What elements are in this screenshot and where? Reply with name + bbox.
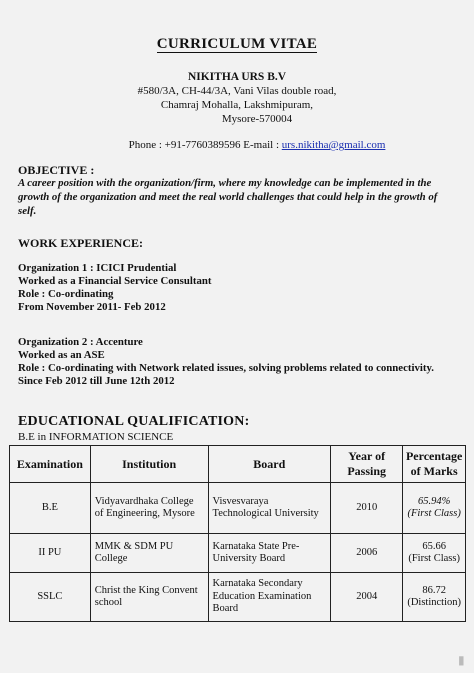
table-row xyxy=(10,573,466,622)
page-corner-icon: ▮ xyxy=(458,653,465,667)
cell-percentage-class: (First Class) xyxy=(407,508,461,519)
cell-percentage-value: 65.94% xyxy=(417,495,451,507)
address-line-3: Mysore-570004 xyxy=(221,113,293,125)
cell-percentage xyxy=(403,534,466,573)
address-line-1: #580/3A, CH-44/3A, Vani Vilas double road, xyxy=(137,85,337,97)
cell-exam: B.E xyxy=(10,483,91,534)
column-header-board: Board xyxy=(208,446,331,483)
work-entry-2-role: Role : Co-ordinating with Network related issues, solving problems related to connectivity. xyxy=(18,362,434,374)
work-entry-2 xyxy=(18,336,434,388)
column-header-examination: Examination xyxy=(10,446,91,483)
address-line-2: Chamraj Mohalla, Lakshmipuram, xyxy=(160,99,314,111)
work-entry-1-role: Role : Co-ordinating xyxy=(18,288,114,300)
work-entry-1-dates: From November 2011- Feb 2012 xyxy=(18,301,166,313)
work-entry-1-org: Organization 1 : ICICI Prudential xyxy=(18,262,177,274)
contact-phone: Phone : +91-7760389596 E-mail : xyxy=(128,139,282,151)
column-header-institution: Institution xyxy=(90,446,208,483)
cell-board: Visvesvaraya Technological University xyxy=(208,483,331,534)
candidate-name: NIKITHA URS B.V xyxy=(187,71,287,83)
document-title xyxy=(0,36,474,53)
work-entry-2-position: Worked as an ASE xyxy=(18,349,105,361)
cell-percentage-value: 65.66 xyxy=(422,540,446,552)
table-header-row xyxy=(10,446,466,483)
cell-board: Karnataka State Pre-University Board xyxy=(208,534,331,573)
objective-heading: OBJECTIVE : xyxy=(18,163,95,177)
cell-exam: SSLC xyxy=(10,573,91,622)
cell-percentage-class: (Distinction) xyxy=(407,597,461,608)
table-row xyxy=(10,483,466,534)
objective-text: A career position with the organization/firm, where my knowledge can be implemented in the growth of the organization and meet the real world challenges that could help in the growth of self. xyxy=(18,177,438,217)
education-table xyxy=(9,445,466,622)
work-entry-2-org: Organization 2 : Accenture xyxy=(18,336,143,348)
cell-year: 2006 xyxy=(331,534,403,573)
cell-year: 2004 xyxy=(331,573,403,622)
work-entry-2-dates: Since Feb 2012 till June 12th 2012 xyxy=(18,375,175,387)
work-experience-heading: WORK EXPERIENCE: xyxy=(18,236,144,250)
education-subheading: B.E in INFORMATION SCIENCE xyxy=(18,431,174,443)
cell-exam: II PU xyxy=(10,534,91,573)
cell-percentage-class: (First Class) xyxy=(408,553,460,564)
document-title-text: CURRICULUM VITAE xyxy=(156,36,318,52)
work-entry-1 xyxy=(18,262,211,314)
cell-percentage xyxy=(403,573,466,622)
education-heading: EDUCATIONAL QUALIFICATION: xyxy=(18,414,250,429)
work-entry-1-position: Worked as a Financial Service Consultant xyxy=(18,275,212,287)
column-header-percentage: Percentage of Marks xyxy=(403,446,466,483)
cell-percentage xyxy=(403,483,466,534)
column-header-year: Year of Passing xyxy=(331,446,403,483)
cell-institution: MMK & SDM PU College xyxy=(90,534,208,573)
email-link[interactable]: urs.nikitha@gmail.com xyxy=(281,139,386,151)
cell-institution: Christ the King Convent school xyxy=(90,573,208,622)
table-row xyxy=(10,534,466,573)
cell-year: 2010 xyxy=(331,483,403,534)
cell-percentage-value: 86.72 xyxy=(422,584,446,596)
contact-line xyxy=(20,139,474,151)
cell-board: Karnataka Secondary Education Examination Board xyxy=(208,573,331,622)
cell-institution: Vidyavardhaka College of Engineering, Mysore xyxy=(90,483,208,534)
